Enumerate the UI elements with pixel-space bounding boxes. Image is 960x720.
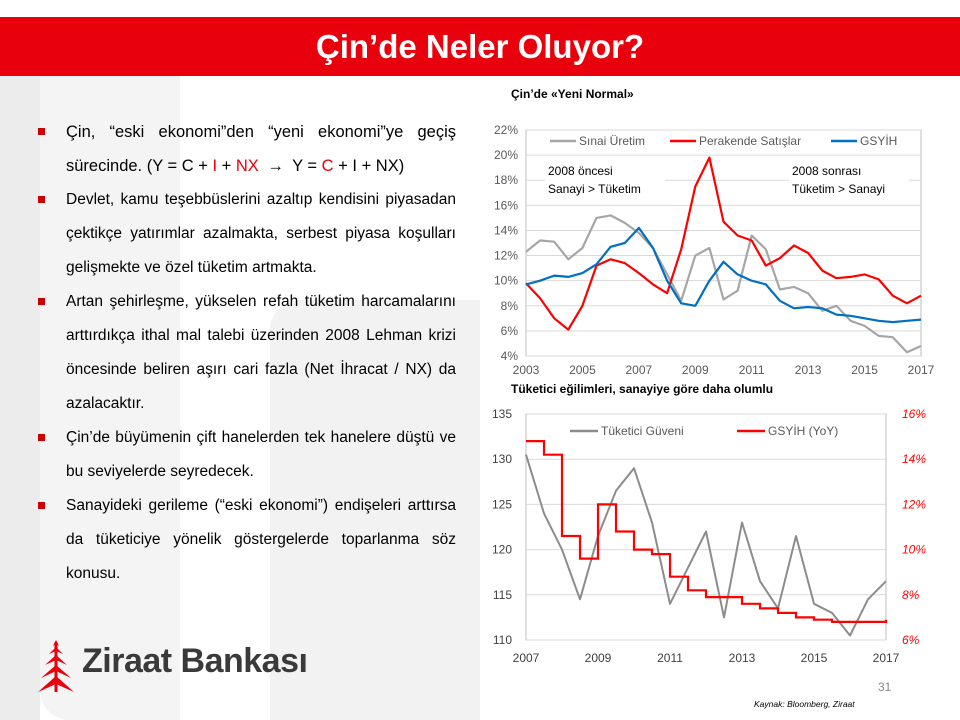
bullet-square-icon [38, 196, 45, 203]
x-tick-label: 2015 [851, 363, 878, 377]
bullet-text: Sanayideki gerileme (“eski ekonomi”) endişeleri arttırsa da tüketiciye yönelik göstergelerde toparlanma söz konusu. [66, 497, 456, 582]
bullet-list [38, 115, 456, 591]
bullet-text: Artan şehirleşme, yükselen refah tüketim harcamalarını arttırdıkça ithal mal talebi üzerinden 2008 Lehman krizi öncesinde beliren aşırı cari fazla (Net İhracat / NX) da azalacaktır. [66, 293, 456, 412]
y-left-tick-label: 135 [491, 407, 512, 421]
formula-investment: I [212, 157, 218, 175]
bullet-text: Çin’de büyümenin çift hanelerden tek hanelere düştü ve bu seviyelerde seyredecek. [66, 429, 456, 480]
legend-label-sinai: Sınai Üretim [579, 134, 646, 148]
formula-output: Y = [287, 157, 322, 175]
x-tick-label: 2017 [872, 651, 900, 665]
legend-label-perakende: Perakende Satışlar [699, 134, 802, 148]
legend-label-gsyih: GSYİH [860, 134, 898, 148]
formula-consumption: C [321, 157, 334, 175]
y-right-tick-label: 14% [902, 452, 927, 467]
y-right-tick-label: 12% [902, 497, 927, 512]
x-tick-label: 2007 [625, 363, 653, 377]
bullet-text: Çin, “eski ekonomi”den “yeni ekonomi”ye geçiş sürecinde. (Y = C + [66, 123, 456, 175]
annotation-after-line2: Tüketim > Sanayi [792, 182, 886, 196]
page-number: 31 [878, 680, 892, 694]
y-right-tick-label: 8% [902, 587, 920, 602]
chart-tuketici-egilimleri [484, 400, 944, 668]
y-tick-label: 8% [500, 298, 518, 313]
y-tick-label: 22% [493, 123, 518, 137]
bullet-text: Devlet, kamu teşebbüslerini azaltıp kendisini piyasadan çektikçe yatırımlar azalmakta, serbest piyasa koşulları gelişmekte ve özel tüketim artmakta. [66, 191, 456, 276]
y-tick-label: 18% [493, 173, 518, 188]
y-tick-label: 16% [493, 198, 518, 213]
background-shape-left [0, 76, 40, 720]
bullet-square-icon [38, 502, 45, 509]
x-tick-label: 2009 [681, 363, 709, 377]
x-tick-label: 2017 [907, 363, 935, 377]
chart-yeni-normal [484, 118, 936, 380]
y-tick-label: 20% [493, 148, 518, 163]
bullet-item [38, 115, 456, 183]
legend-label-guven: Tüketici Güveni [601, 424, 684, 438]
y-tick-label: 10% [493, 273, 518, 288]
source-note: Kaynak: Bloomberg, Ziraat [754, 699, 855, 709]
chart1-title: Çin’de «Yeni Normal» [511, 87, 634, 101]
y-left-tick-label: 120 [491, 542, 512, 557]
y-left-tick-label: 115 [492, 587, 512, 602]
bullet-item [38, 183, 456, 285]
y-right-tick-label: 16% [902, 407, 927, 421]
annotation-after-line1: 2008 sonrası [792, 164, 862, 178]
y-tick-label: 6% [500, 323, 518, 338]
x-tick-label: 2011 [738, 363, 765, 377]
x-tick-label: 2015 [800, 651, 828, 665]
annotation-before-line2: Sanayi > Tüketim [548, 182, 641, 196]
y-left-tick-label: 125 [491, 497, 512, 512]
page-title: Çin’de Neler Oluyor? [315, 28, 645, 65]
bullet-item [38, 421, 456, 489]
chart2-title: Tüketici eğilimleri, sanayiye göre daha olumlu [511, 382, 774, 396]
x-tick-label: 2009 [584, 651, 612, 665]
formula-rest: + I + NX) [333, 157, 405, 175]
y-tick-label: 14% [493, 223, 518, 238]
y-tick-label: 4% [500, 349, 518, 363]
bullet-square-icon [38, 434, 45, 441]
title-bar [0, 17, 960, 76]
x-tick-label: 2011 [657, 651, 683, 665]
y-tick-label: 12% [493, 248, 518, 263]
x-tick-label: 2013 [728, 651, 756, 665]
x-tick-label: 2007 [512, 651, 540, 665]
x-tick-label: 2013 [794, 363, 822, 377]
y-right-tick-label: 6% [902, 633, 920, 647]
y-right-tick-label: 10% [902, 542, 927, 557]
ziraat-logo-icon [36, 638, 76, 694]
formula-net-exports: NX [235, 157, 259, 175]
bullet-item [38, 489, 456, 591]
legend-label-gsyih-yoy: GSYİH (YoY) [768, 424, 839, 438]
x-tick-label: 2005 [569, 363, 596, 377]
bullet-item [38, 285, 456, 421]
formula-plus: + [217, 157, 236, 175]
bullet-square-icon [38, 128, 45, 135]
annotation-before-line1: 2008 öncesi [548, 164, 613, 178]
x-tick-label: 2003 [512, 363, 540, 377]
bullet-square-icon [38, 298, 45, 305]
arrow-right-icon: → [267, 157, 284, 175]
y-left-tick-label: 110 [492, 633, 512, 647]
brand-name: Ziraat Bankası [82, 642, 308, 680]
y-left-tick-label: 130 [491, 452, 512, 467]
